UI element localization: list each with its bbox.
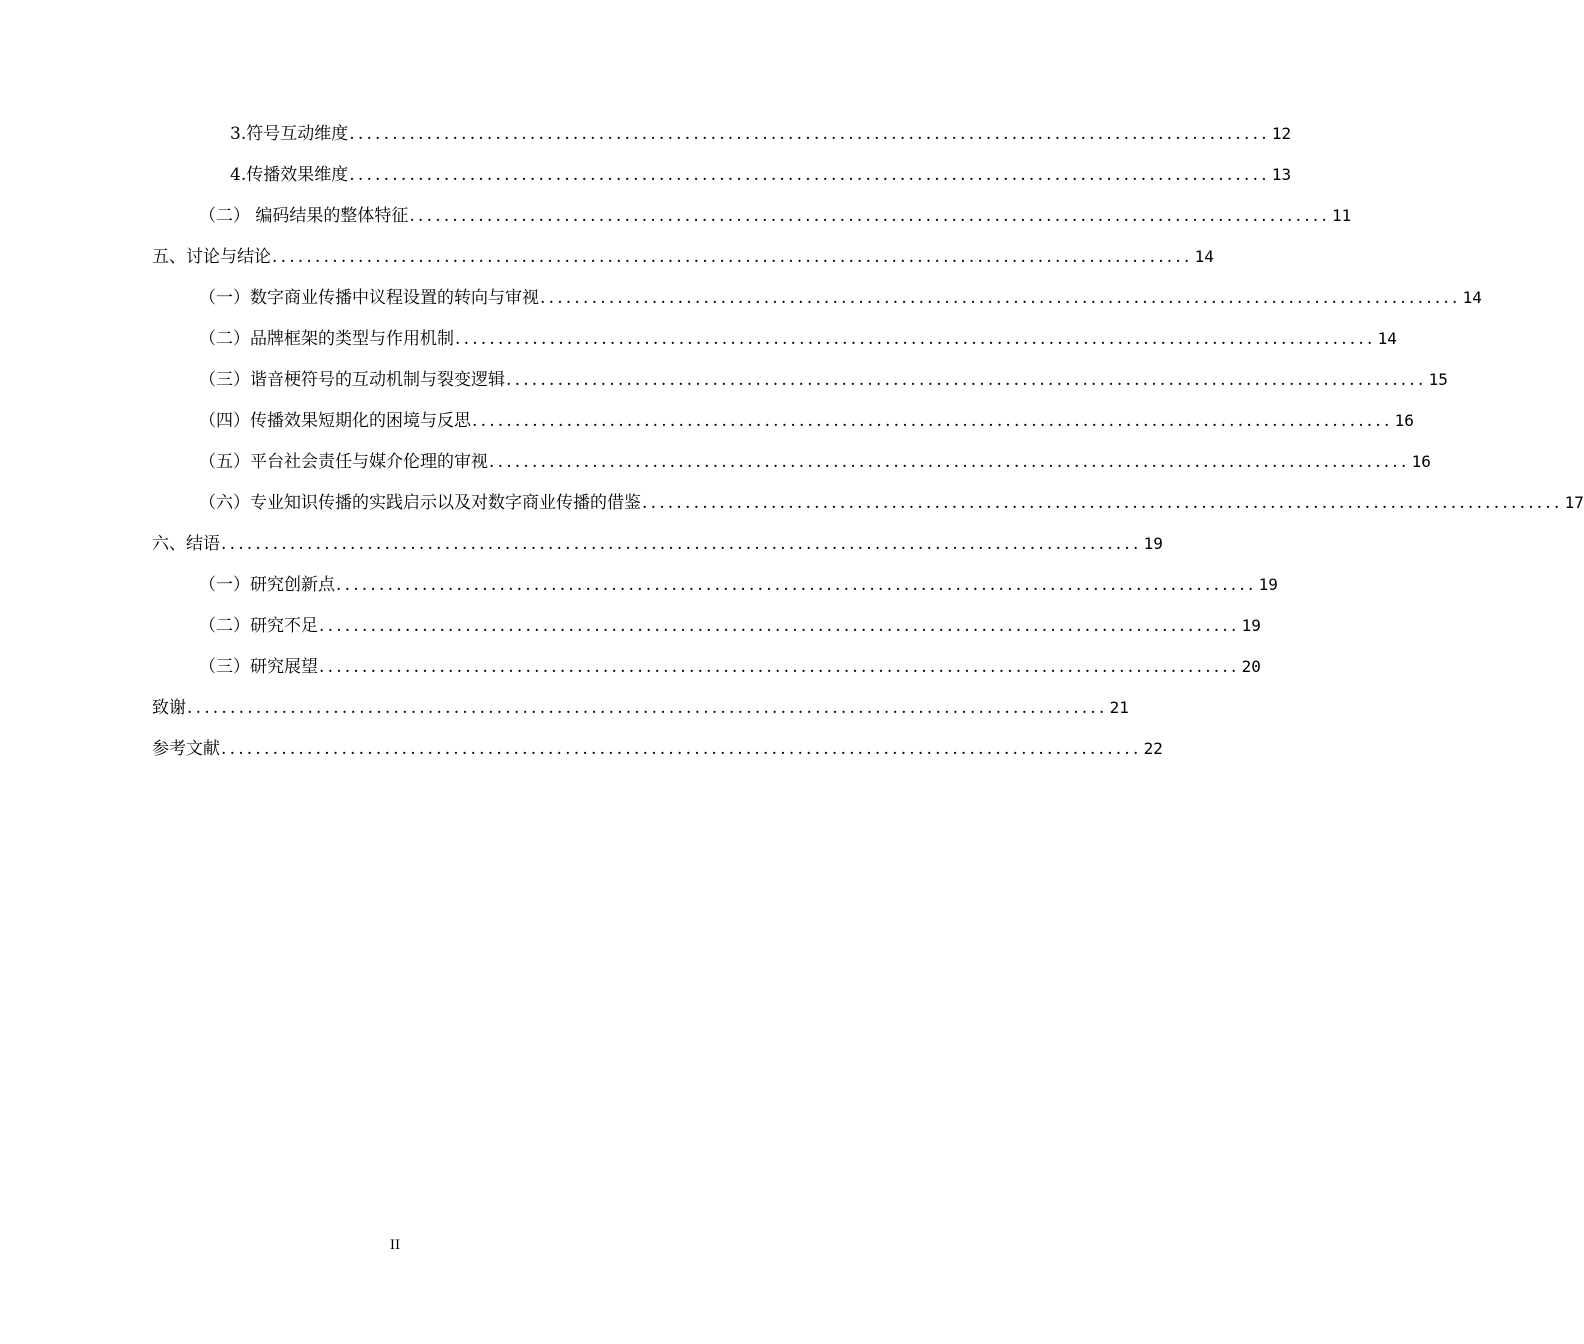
toc-entry-page: 19 (1258, 575, 1278, 594)
toc-entry-label: （三）谐音梗符号的互动机制与裂变逻辑 (199, 370, 505, 390)
toc-entry-page: 21 (1109, 698, 1129, 717)
toc-entry-brand-framing[interactable] (199, 317, 1397, 351)
toc-entry-label: 4.传播效果维度 (230, 165, 349, 185)
toc-entry-limitations[interactable] (199, 604, 1261, 638)
toc-leader-dots: ........................................................................................................... (472, 411, 1393, 431)
toc-entry-label: （二）品牌框架的类型与作用机制 (199, 329, 454, 349)
toc-leader-dots: ........................................................................................................... (455, 329, 1376, 349)
toc-entry-label: （五）平台社会责任与媒介伦理的审视 (199, 452, 488, 472)
toc-entry-innovations[interactable] (199, 563, 1278, 597)
toc-entry-symbol-interaction[interactable] (230, 112, 1292, 146)
toc-entry-label: 五、讨论与结论 (152, 247, 271, 267)
toc-leader-dots: ........................................................................................................... (642, 493, 1563, 513)
toc-entry-label: 3.符号互动维度 (230, 124, 349, 144)
toc-entry-label: （四）传播效果短期化的困境与反思 (199, 411, 471, 431)
toc-entry-acknowledgements[interactable] (152, 686, 1129, 720)
toc-entry-label: （一）研究创新点 (199, 575, 335, 595)
toc-entry-label: 六、结语 (152, 534, 220, 554)
toc-entry-page: 16 (1411, 452, 1431, 471)
toc-entry-label: 参考文献 (152, 739, 220, 759)
toc-entry-label: （六）专业知识传播的实践启示以及对数字商业传播的借鉴 (199, 493, 641, 513)
toc-entry-label: （一）数字商业传播中议程设置的转向与审视 (199, 288, 539, 308)
toc-leader-dots: ........................................................................................................... (187, 698, 1108, 718)
toc-entry-page: 15 (1428, 370, 1448, 389)
toc-leader-dots: ........................................................................................................... (409, 206, 1331, 226)
toc-entry-label: （二）研究不足 (199, 616, 318, 636)
toc-entry-outlook[interactable] (199, 645, 1261, 679)
toc-entry-label: 致谢 (152, 698, 186, 718)
toc-entry-short-term-effects[interactable] (199, 399, 1414, 433)
page-number: II (389, 1238, 401, 1253)
toc-entry-knowledge-dissemination[interactable] (199, 481, 1584, 515)
toc-entry-discussion[interactable] (152, 235, 1214, 269)
toc-entry-page: 19 (1143, 534, 1163, 553)
toc-entry-platform-responsibility[interactable] (199, 440, 1431, 474)
toc-entry-page: 20 (1241, 657, 1261, 676)
toc-entry-effect-dimension[interactable] (230, 153, 1292, 187)
toc-entry-page: 14 (1462, 288, 1482, 307)
toc-leader-dots: ........................................................................................................... (221, 534, 1142, 554)
toc-entry-pun-symbols[interactable] (199, 358, 1448, 392)
toc-entry-page: 14 (1194, 247, 1214, 266)
toc-leader-dots: ........................................................................................................... (540, 288, 1461, 308)
toc-entry-page: 16 (1394, 411, 1414, 430)
toc-entry-page: 22 (1143, 739, 1163, 758)
toc-entry-conclusion[interactable] (152, 522, 1163, 556)
toc-leader-dots: ........................................................................................................... (489, 452, 1410, 472)
toc-entry-references[interactable] (152, 727, 1163, 761)
toc-entry-page: 13 (1271, 165, 1292, 184)
toc-entry-page: 12 (1271, 124, 1292, 143)
toc-leader-dots: ........................................................................................................... (506, 370, 1427, 390)
toc-leader-dots: ........................................................................................................... (349, 124, 1270, 144)
toc-entry-page: 11 (1332, 206, 1352, 225)
toc-entry-page: 14 (1377, 329, 1397, 348)
toc-leader-dots: ........................................................................................................... (319, 657, 1240, 677)
toc-entry-label: （二） 编码结果的整体特征 (199, 206, 409, 226)
toc-leader-dots: ........................................................................................................... (221, 739, 1142, 759)
toc-entry-label: （三）研究展望 (199, 657, 318, 677)
toc-leader-dots: ........................................................................................................... (272, 247, 1193, 267)
toc-entry-page: 19 (1241, 616, 1261, 635)
toc-leader-dots: ........................................................................................................... (336, 575, 1257, 595)
toc-leader-dots: ........................................................................................................... (349, 165, 1270, 185)
toc-leader-dots: ........................................................................................................... (319, 616, 1240, 636)
toc-entry-coding-results[interactable] (199, 194, 1352, 228)
toc-entry-page: 17 (1564, 493, 1584, 512)
toc-entry-agenda-setting[interactable] (199, 276, 1482, 310)
